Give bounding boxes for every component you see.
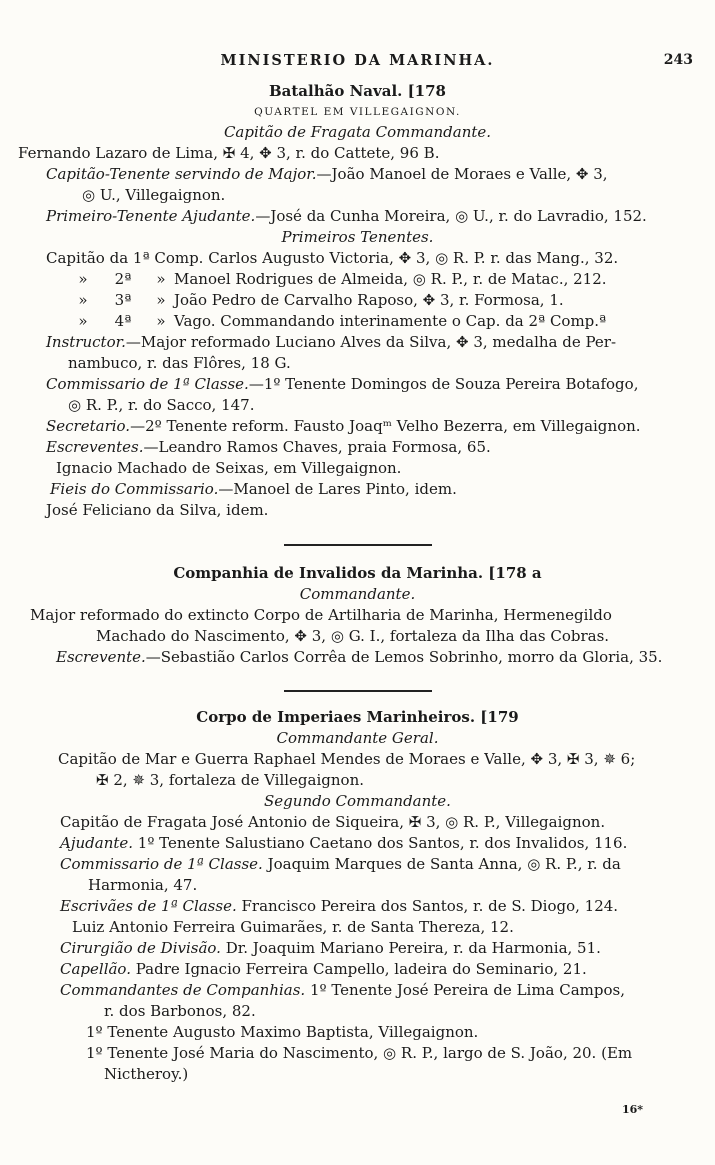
entry-line: Instructor.—Major reformado Luciano Alves da Silva, ✥ 3, medalha de Per- bbox=[46, 333, 617, 351]
section-title: Companhia de Invalidos da Marinha. [178 a bbox=[173, 564, 542, 582]
entry-line: Fernando Lazaro de Lima, ✠ 4, ✥ 3, r. do Cattete, 96 B. bbox=[18, 144, 440, 162]
entry-line: nambuco, r. das Flôres, 18 G. bbox=[68, 354, 291, 372]
entry-line: ✠ 2, ✵ 3, fortaleza de Villegaignon. bbox=[96, 771, 364, 789]
section-subtitle: QUARTEL EM VILLEGAIGNON. bbox=[254, 106, 461, 118]
entry-line: » 4ª » Vago. Commandando interinamente o Cap. da 2ª Comp.ª bbox=[78, 312, 607, 330]
entry-line: Major reformado do extincto Corpo de Artilharia de Marinha, Hermenegildo bbox=[30, 606, 612, 624]
entry-line: » 2ª » Manoel Rodrigues de Almeida, ◎ R. P., r. de Matac., 212. bbox=[78, 270, 607, 288]
entry-line: Escrivães de 1ª Classe. Francisco Pereira dos Santos, r. de S. Diogo, 124. bbox=[60, 897, 619, 915]
signature-mark: 16* bbox=[621, 1103, 643, 1116]
entry-line: Commissario de 1ª Classe. Joaquim Marques de Santa Anna, ◎ R. P., r. da bbox=[60, 855, 621, 873]
role-heading: Commandante Geral. bbox=[276, 729, 439, 747]
entry-line: Secretario.—2º Tenente reform. Fausto Joaqᵐ Velho Bezerra, em Villegaignon. bbox=[46, 417, 641, 435]
section-corpo-imperiaes bbox=[0, 706, 715, 1085]
divider bbox=[0, 544, 715, 546]
entry-line: Ignacio Machado de Seixas, em Villegaignon. bbox=[56, 459, 402, 477]
entry-line: ◎ R. P., r. do Sacco, 147. bbox=[68, 396, 255, 414]
entry-line: Fieis do Commissario.—Manoel de Lares Pinto, idem. bbox=[50, 480, 457, 498]
entry-line: Capitão da 1ª Comp. Carlos Augusto Victoria, ✥ 3, ◎ R. P. r. das Mang., 32. bbox=[46, 249, 619, 267]
entry-line: José Feliciano da Silva, idem. bbox=[46, 501, 269, 519]
entry-line: 1º Tenente Augusto Maximo Baptista, Villegaignon. bbox=[86, 1023, 479, 1041]
entry-line: Escrevente.—Sebastião Carlos Corrêa de Lemos Sobrinho, morro da Gloria, 35. bbox=[56, 648, 663, 666]
entry-line: r. dos Barbonos, 82. bbox=[104, 1002, 256, 1020]
role-heading: Primeiros Tenentes. bbox=[281, 228, 434, 246]
entry-line: » 3ª » João Pedro de Carvalho Raposo, ✥ 3, r. Formosa, 1. bbox=[78, 291, 564, 309]
entry-line: Primeiro-Tenente Ajudante.—José da Cunha Moreira, ◎ U., r. do Lavradio, 152. bbox=[46, 207, 647, 225]
entry-line: Cirurgião de Divisão. Dr. Joaquim Mariano Pereira, r. da Harmonia, 51. bbox=[60, 939, 601, 957]
entry-line: Ajudante. 1º Tenente Salustiano Caetano dos Santos, r. dos Invalidos, 116. bbox=[60, 834, 628, 852]
entry-line: Capellão. Padre Ignacio Ferreira Campello, ladeira do Seminario, 21. bbox=[60, 960, 587, 978]
entry-line: Capitão de Fragata José Antonio de Siqueira, ✠ 3, ◎ R. P., Villegaignon. bbox=[60, 813, 606, 831]
entry-line: Escreventes.—Leandro Ramos Chaves, praia Formosa, 65. bbox=[46, 438, 491, 456]
section-batalhao-naval bbox=[0, 80, 715, 521]
entry-line: Capitão-Tenente servindo de Major.—João Manoel de Moraes e Valle, ✥ 3, bbox=[46, 165, 608, 183]
entry-line: Capitão de Mar e Guerra Raphael Mendes de Moraes e Valle, ✥ 3, ✠ 3, ✵ 6; bbox=[58, 750, 636, 768]
role-heading: Capitão de Fragata Commandante. bbox=[223, 123, 492, 141]
entry-line: Nictheroy.) bbox=[104, 1065, 189, 1083]
page-number: 243 bbox=[663, 52, 693, 68]
section-title: Batalhão Naval. [178 bbox=[268, 82, 446, 100]
role-heading: Segundo Commandante. bbox=[264, 792, 451, 810]
entry-line: 1º Tenente José Maria do Nascimento, ◎ R. P., largo de S. João, 20. (Em bbox=[86, 1044, 633, 1062]
entry-line: Machado do Nascimento, ✥ 3, ◎ G. I., fortaleza da Ilha das Cobras. bbox=[96, 627, 610, 645]
section-companhia-invalidos bbox=[0, 562, 715, 668]
entry-line: Luiz Antonio Ferreira Guimarães, r. de Santa Thereza, 12. bbox=[72, 918, 514, 936]
section-title: Corpo de Imperiaes Marinheiros. [179 bbox=[196, 708, 519, 726]
role-heading: Commandante. bbox=[299, 585, 416, 603]
entry-line: Commissario de 1ª Classe.—1º Tenente Domingos de Souza Pereira Botafogo, bbox=[46, 375, 639, 393]
entry-line: ◎ U., Villegaignon. bbox=[82, 186, 226, 204]
divider bbox=[0, 690, 715, 692]
entry-line: Harmonia, 47. bbox=[88, 876, 198, 894]
running-header: MINISTERIO DA MARINHA. bbox=[220, 52, 495, 69]
entry-line: Commandantes de Companhias. 1º Tenente José Pereira de Lima Campos, bbox=[60, 981, 625, 999]
